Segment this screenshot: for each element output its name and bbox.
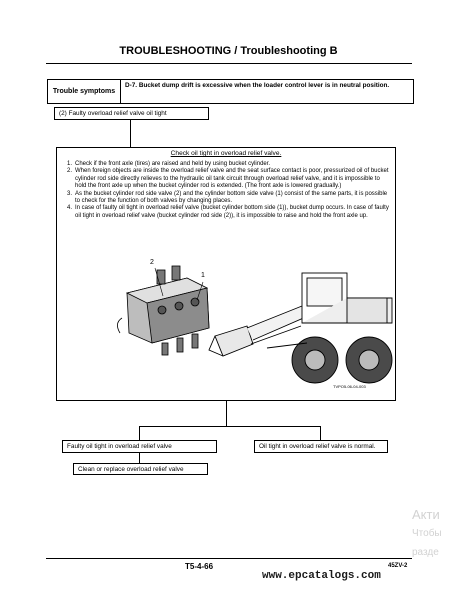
connector-line [320,426,321,440]
connector-line [139,426,140,440]
remedy-box: Clean or replace overload relief valve [73,463,208,475]
footer-divider [46,558,412,559]
page-title: TROUBLESHOOTING / Troubleshooting B [119,45,338,57]
step-cause-box: (2) Faulty overload relief valve oil tight [54,107,209,120]
check-procedure-box [56,147,396,401]
result-normal-box: Oil tight in overload relief valve is normal. [254,440,388,453]
model-code: 45ZV-2 [388,563,408,569]
check-title: Check oil tight in overload relief valve. [170,150,282,157]
check-steps-list [67,161,389,220]
connector-line [139,426,321,427]
trouble-symptom-label: Trouble symptoms [48,80,121,103]
connector-line [139,453,140,463]
callout-1: 1 [201,272,205,279]
watermark-line-3: разде [412,547,439,558]
list-item: 3. As the bucket cylinder rod side valve (2) and the cylinder bottom side valve (1) consist of the same parts, it is possible to check for the function of both valves by changing places. [67,190,388,205]
watermark-line-1: Акти [412,507,440,522]
site-url-link[interactable]: www.epcatalogs.com [262,570,381,582]
watermark-line-2: Чтобы [412,528,442,539]
result-faulty-box: Faulty oil tight in overload relief valve [62,440,217,453]
list-item: 1. Check if the front axle (tires) are raised and held by using bucket cylinder. [67,161,271,167]
callout-2: 2 [150,259,154,266]
figure-id: TVPO5-06-04-003 [333,384,366,389]
connector-line [226,401,227,426]
list-item: 2. When foreign objects are inside the overload relief valve and the seat surface contact is poor, pressurized oil of bucket cylinder rod side directly relieves to the hydraulic oil tank circuit through overload relief valve, and it is impossible to hold the front axle up when the bucket cylinder rod is extended. (The front axle is lowered gradually.) [67,168,389,190]
title-divider [46,63,412,64]
control-valve-icon [117,266,209,355]
trouble-symptom-table [47,79,414,104]
page-number: T5-4-66 [185,562,214,571]
connector-line [130,120,131,147]
wheel-loader-icon [209,273,392,383]
list-item: 4. In case of faulty oil tight in overload relief valve (bucket cylinder bottom side (1)), bucket dump occurs. In case of faulty oil tight in overload relief valve (bucket cylinder rod side (2)), it is impossible to raise and hold the front axle up. [67,205,389,219]
trouble-symptom-text: D-7. Bucket dump drift is excessive when the loader control lever is in neutral position. [125,82,390,89]
loader-illustration [117,248,397,398]
